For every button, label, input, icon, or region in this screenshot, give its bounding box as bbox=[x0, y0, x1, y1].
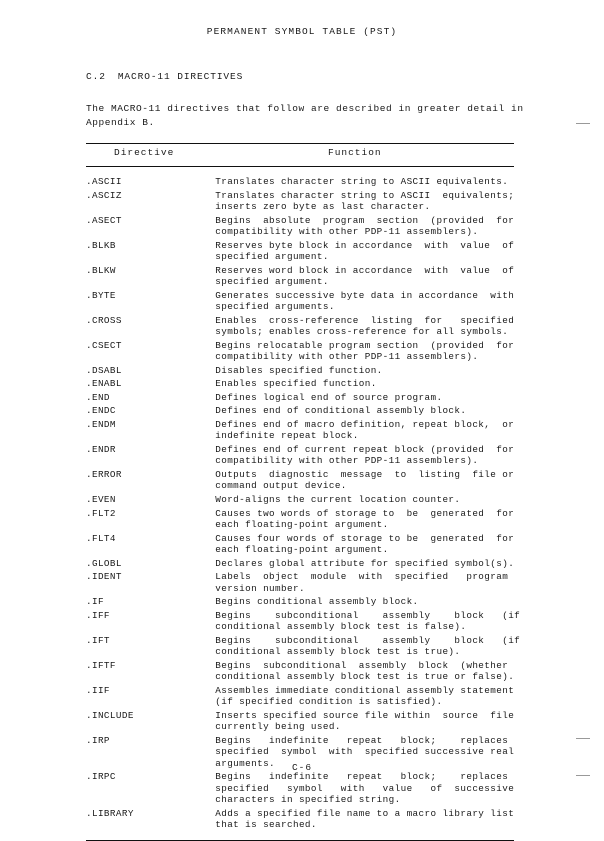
intro-line-1: The MACRO-11 directives that follow are described in greater detail in bbox=[86, 103, 524, 114]
table-row bbox=[86, 240, 514, 265]
running-head: PERMANENT SYMBOL TABLE (PST) bbox=[206, 26, 398, 37]
description-line: Causes two words of storage to be generated for bbox=[215, 507, 515, 519]
directive-name: .GLOBL bbox=[86, 557, 122, 569]
directive-name: .LIBRARY bbox=[86, 807, 134, 819]
description-line: Begins relocatable program section (provided for bbox=[215, 339, 515, 351]
description-line: symbols; enables cross-reference for all symbols. bbox=[215, 326, 509, 337]
description-line: Defines end of conditional assembly block. bbox=[215, 405, 467, 417]
directive-name: .ENDR bbox=[86, 443, 116, 455]
description-line: specified arguments. bbox=[215, 301, 335, 312]
description-line: arguments. bbox=[215, 757, 276, 769]
description-line: (if specified condition is satisfied). bbox=[215, 696, 443, 708]
description-line: compatibility with other PDP-11 assemblers). bbox=[215, 351, 479, 362]
description-line: Outputs diagnostic message to listing file or bbox=[215, 468, 515, 480]
directive-name: .ASECT bbox=[86, 214, 122, 226]
description-line: Enables specified function. bbox=[215, 378, 377, 390]
table-row bbox=[86, 771, 514, 807]
description-line: version number. bbox=[215, 582, 305, 594]
directive-name: .IRPC bbox=[86, 771, 116, 783]
description-line: specified argument. bbox=[215, 251, 329, 262]
directive-name: .BLKB bbox=[86, 239, 116, 251]
column-header-directive: Directive bbox=[114, 147, 175, 158]
directive-description bbox=[215, 660, 514, 685]
description-line: Defines end of macro definition, repeat block, or bbox=[215, 418, 515, 430]
directive-name: .IF bbox=[86, 596, 104, 608]
description-line: compatibility with other PDP-11 assemblers). bbox=[215, 226, 479, 237]
directive-name: .IDENT bbox=[86, 571, 122, 583]
directive-description bbox=[215, 365, 514, 379]
directives-table bbox=[86, 176, 521, 833]
table-row bbox=[86, 710, 514, 735]
directive-name: .ENDM bbox=[86, 418, 116, 430]
document-page bbox=[0, 26, 604, 830]
description-line: Enables cross-reference listing for specified bbox=[215, 314, 515, 326]
description-line: Reserves word block in accordance with value of bbox=[215, 264, 515, 276]
description-line: inserts zero byte as last character. bbox=[215, 201, 431, 212]
table-row bbox=[86, 190, 514, 215]
directive-name: .IFT bbox=[86, 634, 110, 646]
intro-paragraph bbox=[86, 102, 534, 129]
description-line: Disables specified function. bbox=[215, 364, 383, 376]
description-line: Generates successive byte data in accordance with bbox=[215, 289, 515, 301]
directive-name: .IRP bbox=[86, 734, 110, 746]
table-row bbox=[86, 469, 514, 494]
table-row bbox=[86, 444, 514, 469]
table-row bbox=[86, 596, 514, 610]
description-line: command output device. bbox=[215, 480, 347, 492]
description-line: Causes four words of storage to be generated for bbox=[215, 532, 515, 544]
table-row bbox=[86, 685, 514, 710]
directive-name: .CSECT bbox=[86, 339, 122, 351]
table-row bbox=[86, 419, 514, 444]
page-number: C-6 bbox=[291, 762, 313, 773]
directive-name: .BYTE bbox=[86, 289, 116, 301]
directive-description bbox=[215, 290, 514, 315]
directive-description bbox=[215, 190, 514, 215]
directive-description bbox=[215, 571, 514, 596]
description-line: Defines end of current repeat block (provided for bbox=[215, 443, 515, 455]
description-line: Begins subconditional assembly block (if bbox=[215, 609, 521, 621]
description-line: characters in specified string. bbox=[215, 793, 401, 805]
directive-name: .ENDC bbox=[86, 405, 116, 417]
description-line: conditional assembly block test is true). bbox=[215, 646, 461, 658]
description-line: Begins subconditional assembly block (whether bbox=[215, 659, 509, 671]
description-line: that is searched. bbox=[215, 818, 317, 830]
table-bottom-rule bbox=[86, 840, 514, 841]
description-line: Begins conditional assembly block. bbox=[215, 596, 419, 608]
directive-description bbox=[215, 215, 514, 240]
description-line: Labels object module with specified program bbox=[215, 571, 509, 583]
table-row bbox=[86, 494, 514, 508]
directive-name: .INCLUDE bbox=[86, 709, 134, 721]
directive-description bbox=[215, 808, 514, 833]
directive-description bbox=[215, 444, 514, 469]
margin-tick bbox=[576, 775, 590, 776]
table-row bbox=[86, 392, 514, 406]
description-line: specified argument. bbox=[215, 276, 329, 287]
directive-name: .ERROR bbox=[86, 468, 122, 480]
table-header-row bbox=[86, 144, 514, 166]
directive-description bbox=[215, 265, 514, 290]
directive-description bbox=[215, 494, 514, 508]
directive-name: .BLKW bbox=[86, 264, 116, 276]
description-line: Reserves byte block in accordance with value of bbox=[215, 239, 515, 251]
directive-description bbox=[215, 533, 514, 558]
directive-name: .EVEN bbox=[86, 493, 116, 505]
directive-description bbox=[215, 685, 514, 710]
directive-name: .CROSS bbox=[86, 314, 122, 326]
directive-name: .FLT2 bbox=[86, 507, 116, 519]
directive-name: .ASCII bbox=[86, 176, 122, 187]
directive-description bbox=[215, 378, 514, 392]
section-heading bbox=[86, 71, 604, 82]
directive-description bbox=[215, 508, 514, 533]
description-line: specified symbol with specified successive real bbox=[215, 746, 515, 758]
directive-name: .END bbox=[86, 391, 110, 403]
directive-description bbox=[215, 240, 514, 265]
directive-name: .FLT4 bbox=[86, 532, 116, 544]
directive-name: .ASCIZ bbox=[86, 189, 122, 201]
table-row bbox=[86, 808, 514, 833]
directive-description bbox=[215, 771, 514, 807]
table-row bbox=[86, 558, 514, 572]
table-row bbox=[86, 660, 514, 685]
table-row bbox=[86, 215, 514, 240]
section-title-text: MACRO-11 DIRECTIVES bbox=[117, 71, 244, 82]
table-row bbox=[86, 365, 514, 379]
directive-description bbox=[215, 634, 521, 660]
description-line: Begins indefinite repeat block; replaces bbox=[215, 771, 509, 783]
description-line: Adds a specified file name to a macro library list bbox=[215, 807, 515, 819]
directive-name: .DSABL bbox=[86, 364, 122, 376]
description-line: compatibility with other PDP-11 assemblers). bbox=[215, 455, 479, 467]
description-line: Begins absolute program section (provided for bbox=[215, 214, 515, 226]
directive-name: .ENABL bbox=[86, 378, 122, 390]
directive-description bbox=[215, 419, 514, 444]
description-line: Defines logical end of source program. bbox=[215, 391, 443, 403]
description-line: specified symbol with value of successive bbox=[215, 782, 515, 794]
table-row bbox=[86, 315, 514, 340]
directive-description bbox=[215, 469, 514, 494]
description-line: conditional assembly block test is true or false). bbox=[215, 671, 515, 683]
table-row bbox=[86, 610, 514, 635]
directive-description bbox=[215, 609, 521, 635]
table-header-rule bbox=[86, 166, 514, 167]
description-line: Begins subconditional assembly block (if bbox=[215, 634, 521, 646]
description-line: each floating-point argument. bbox=[215, 518, 389, 530]
directive-description bbox=[215, 710, 514, 735]
description-line: Translates character string to ASCII equivalents. bbox=[215, 176, 509, 187]
table-row bbox=[86, 571, 514, 596]
description-line: Begins indefinite repeat block; replaces bbox=[215, 734, 509, 746]
directive-name: .IIF bbox=[86, 684, 110, 696]
description-line: Declares global attribute for specified symbol(s). bbox=[215, 557, 515, 569]
directive-description bbox=[215, 315, 514, 340]
table-row bbox=[86, 176, 514, 190]
directive-description bbox=[215, 392, 514, 406]
section-number: C.2 bbox=[86, 71, 106, 82]
directive-description bbox=[215, 176, 514, 190]
description-line: each floating-point argument. bbox=[215, 543, 389, 555]
directive-description bbox=[215, 340, 514, 365]
table-row bbox=[86, 405, 514, 419]
description-line: conditional assembly block test is false). bbox=[215, 621, 467, 633]
column-header-function: Function bbox=[328, 147, 382, 158]
table-row bbox=[86, 508, 514, 533]
table-row bbox=[86, 378, 514, 392]
directive-description bbox=[215, 558, 514, 572]
description-line: Word-aligns the current location counter. bbox=[215, 493, 461, 505]
table-row bbox=[86, 340, 514, 365]
margin-tick bbox=[576, 123, 590, 124]
directive-description bbox=[215, 405, 514, 419]
description-line: Translates character string to ASCII equivalents; bbox=[215, 189, 515, 201]
directive-description bbox=[215, 596, 514, 610]
description-line: Inserts specified source file within source file bbox=[215, 709, 515, 721]
table-row bbox=[86, 290, 514, 315]
description-line: indefinite repeat block. bbox=[215, 430, 359, 442]
table-row bbox=[86, 533, 514, 558]
directive-name: .IFF bbox=[86, 609, 110, 621]
directive-name: .IFTF bbox=[86, 659, 116, 671]
description-line: Assembles immediate conditional assembly statement bbox=[215, 684, 515, 696]
table-row bbox=[86, 635, 514, 660]
margin-tick bbox=[576, 738, 590, 739]
table-row bbox=[86, 265, 514, 290]
intro-line-2: Appendix B. bbox=[86, 116, 155, 128]
description-line: currently being used. bbox=[215, 721, 341, 733]
